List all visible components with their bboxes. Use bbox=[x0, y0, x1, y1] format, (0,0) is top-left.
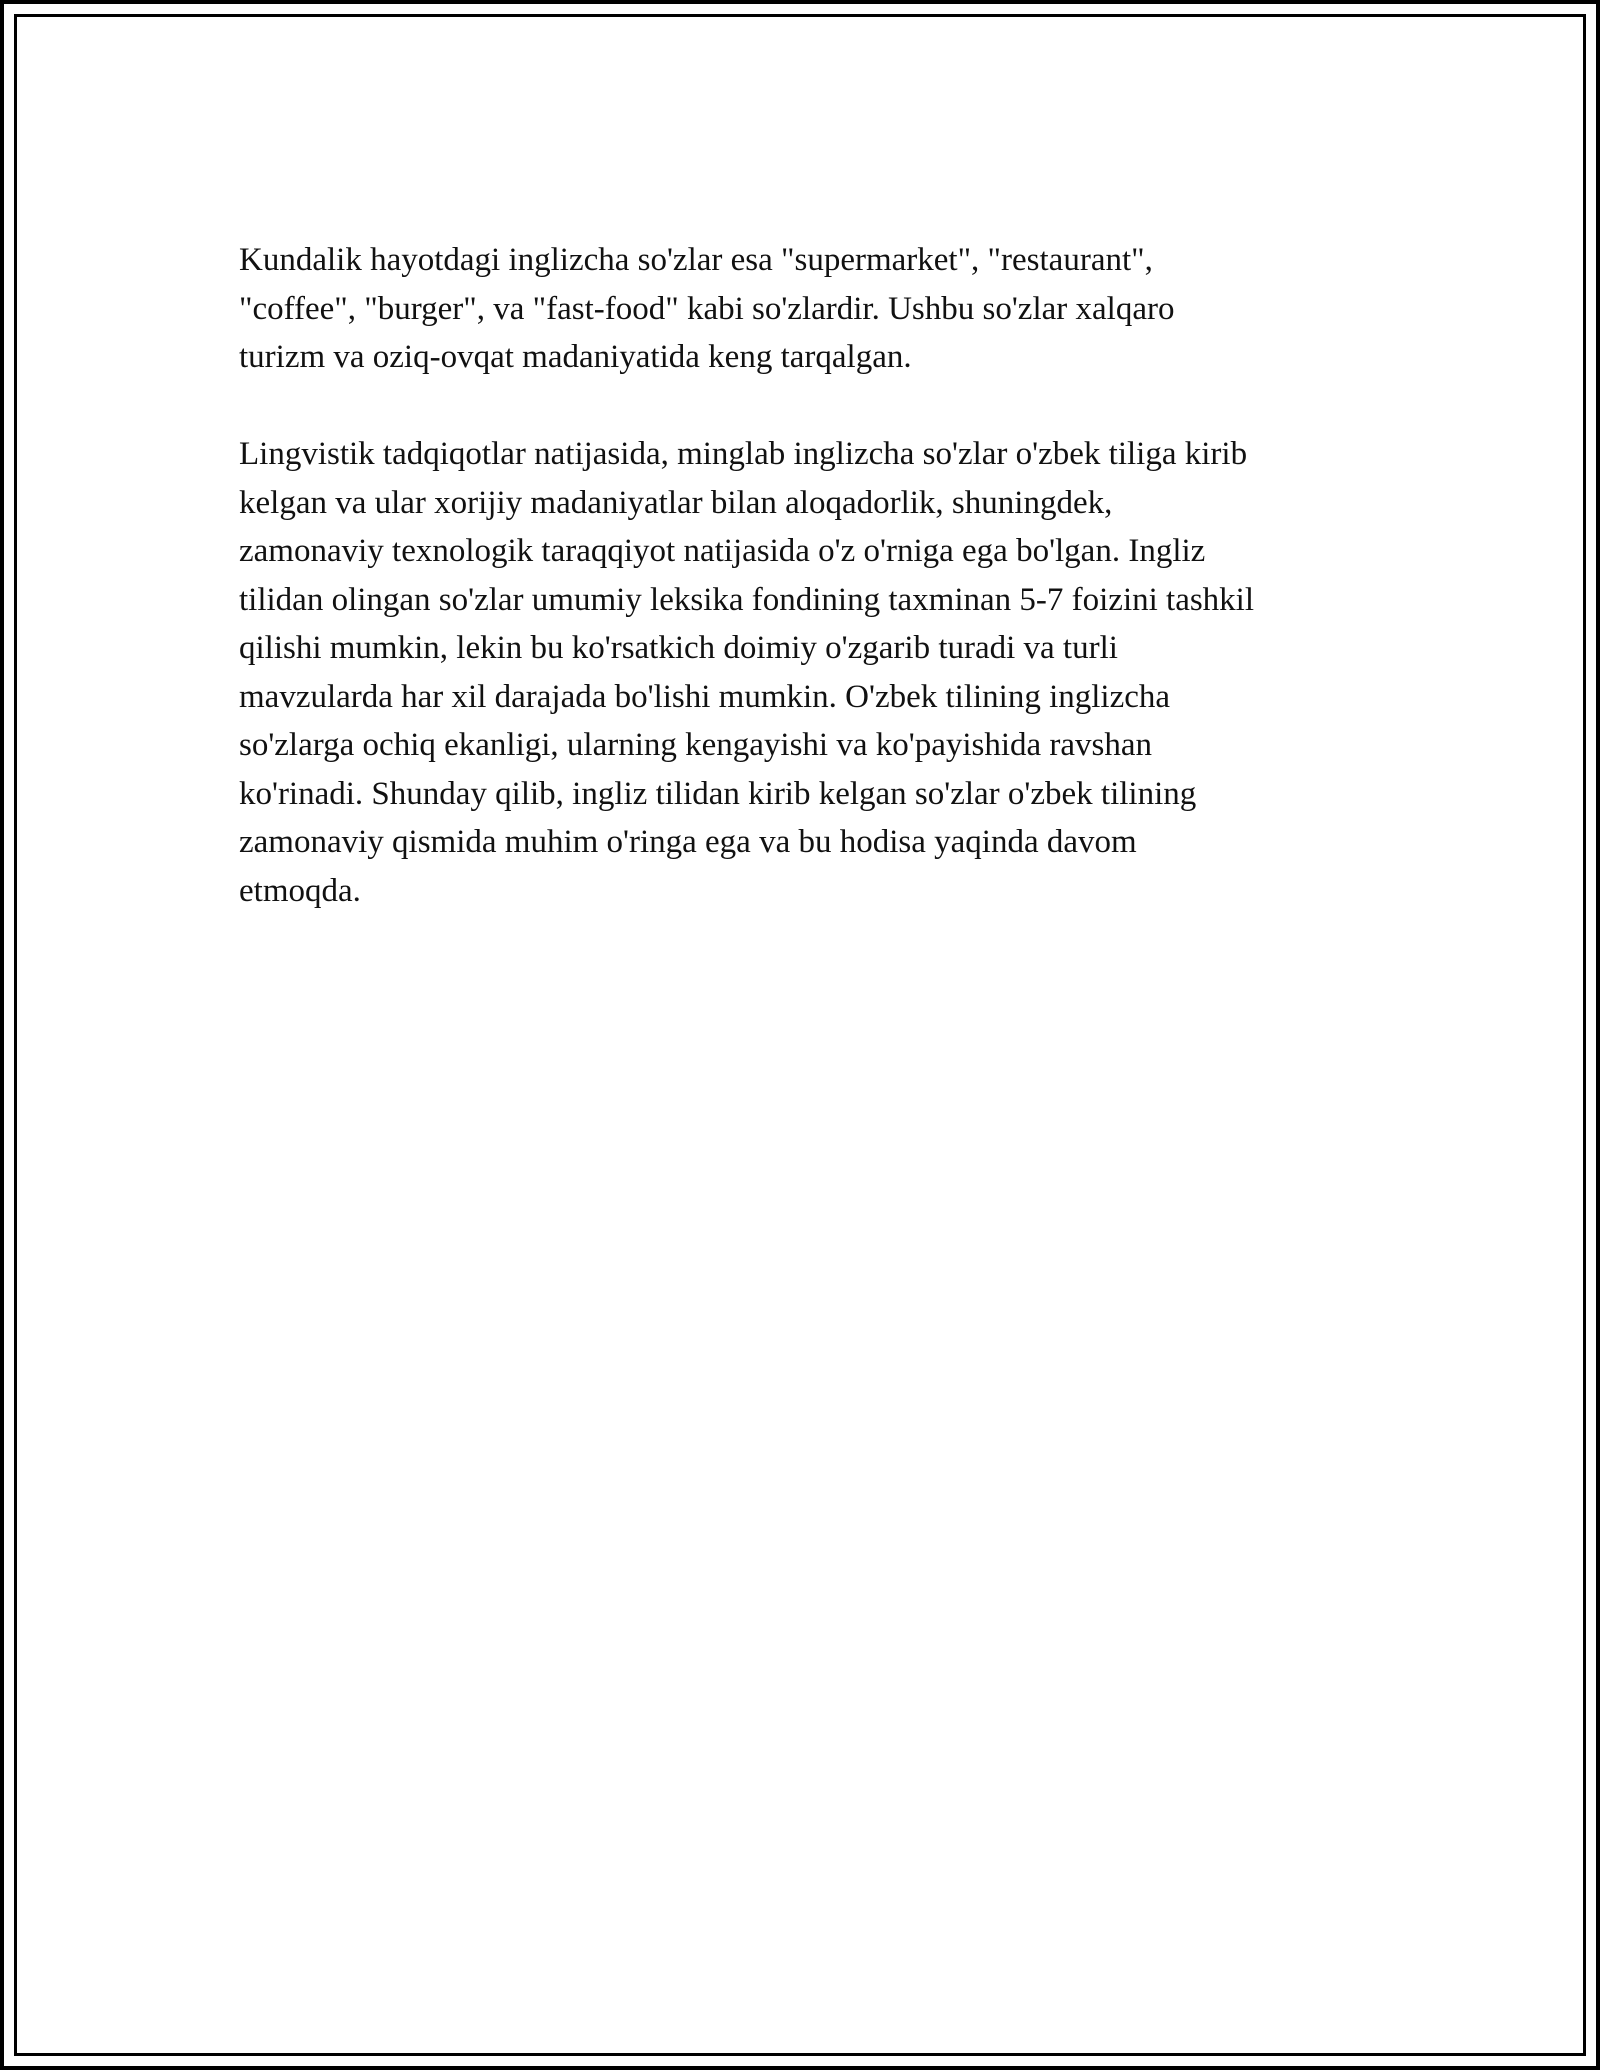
paragraph-linguistic-research: Lingvistik tadqiqotlar natijasida, minglab inglizcha so'zlar o'zbek tiliga kirib kelgan va ular xorijiy madaniyatlar bilan aloqadorlik, shuningdek, zamonaviy texnologik taraqqiyot natijasida o'z o'rniga ega bo'lgan. Ingliz tilidan olingan so'zlar umumiy leksika fondining taxminan 5-7 foizini tashkil qilishi mumkin, lekin bu ko'rsatkich doimiy o'zgarib turadi va turli mavzularda har xil darajada bo'lishi mumkin. O'zbek tilining inglizcha so'zlarga ochiq ekanligi, ularning kengayishi va ko'payishida ravshan ko'rinadi. Shunday qilib, ingliz tilidan kirib kelgan so'zlar o'zbek tilining zamonaviy qismida muhim o'ringa ega va bu hodisa yaqinda davom etmoqda. bbox=[239, 436, 1255, 909]
document-body bbox=[239, 236, 1379, 964]
paragraph-everyday-words: Kundalik hayotdagi inglizcha so'zlar esa "supermarket", "restaurant", "coffee", "burger", va "fast-food" kabi so'zlardir. Ushbu so'zlar xalqaro turizm va oziq-ovqat madaniyatida keng tarqalgan. bbox=[239, 242, 1175, 375]
